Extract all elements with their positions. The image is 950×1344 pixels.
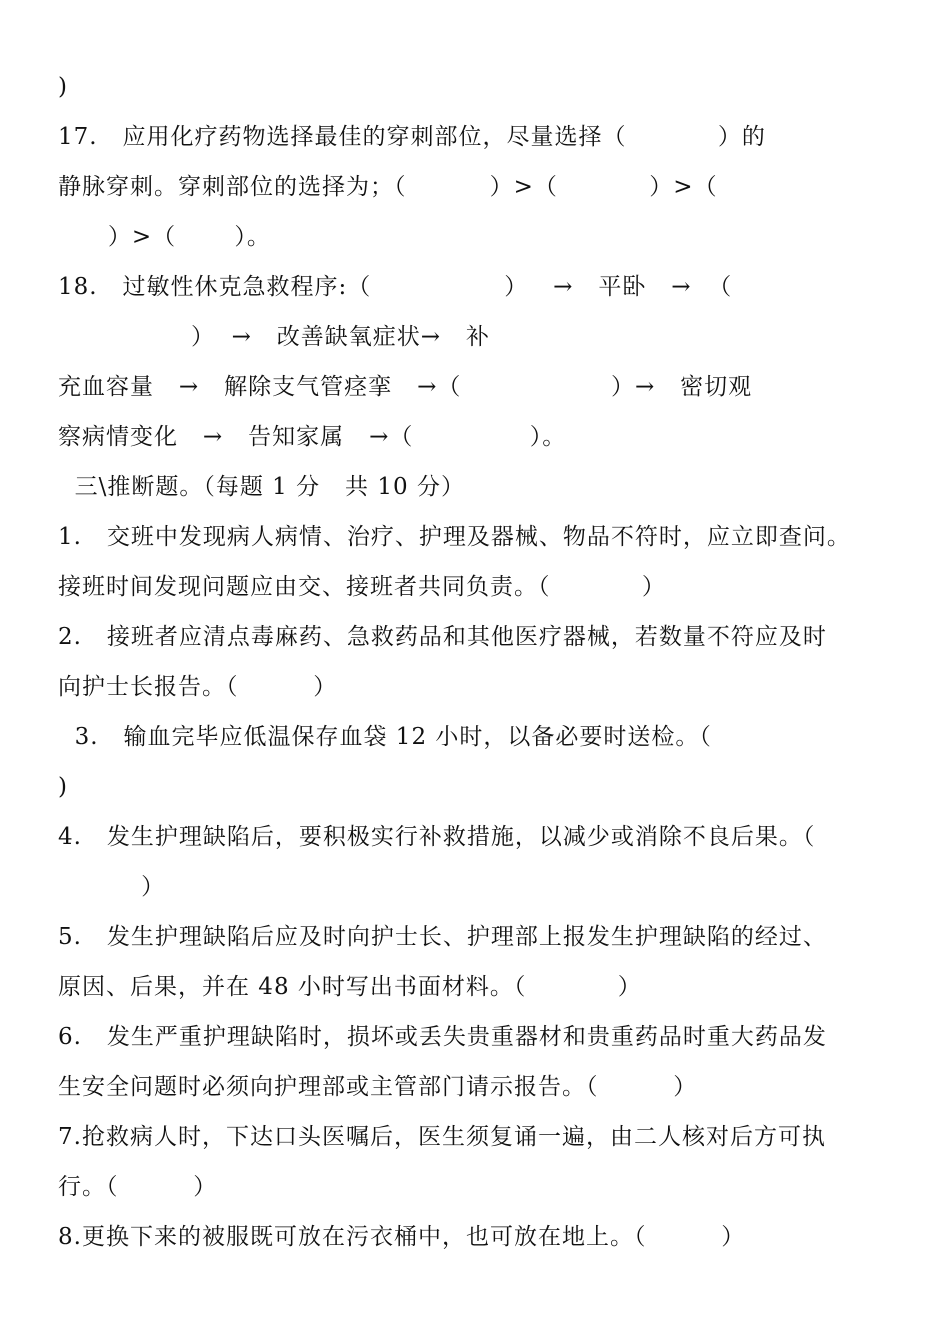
judgement-3-line-2: ) — [58, 774, 68, 800]
question-17-line-1: 17. 应用化疗药物选择最佳的穿刺部位，尽量选择（ ）的 — [58, 124, 766, 150]
judgement-6-line-2: 生安全问题时必须向护理部或主管部门请示报告。（ ） — [58, 1074, 698, 1100]
judgement-4-line-2: ） — [58, 874, 166, 900]
question-18-line-4: 察病情变化 → 告知家属 →（ ）。 — [58, 424, 567, 450]
question-17-line-2: 静脉穿刺。穿刺部位的选择为；（ ）>（ ）>（ — [58, 174, 718, 200]
section-heading: 三\推断题。（每题 1 分 共 10 分） — [58, 474, 465, 500]
judgement-3-line-1: 3. 输血完毕应低温保存血袋 12 小时，以备必要时送检。（ — [58, 724, 712, 750]
question-18-line-1: 18. 过敏性休克急救程序:（ ） → 平卧 → （ — [58, 274, 733, 300]
judgement-5-line-2: 原因、后果，并在 48 小时写出书面材料。（ ） — [58, 974, 642, 1000]
judgement-6-line-1: 6. 发生严重护理缺陷时，损坏或丢失贵重器材和贵重药品时重大药品发 — [58, 1024, 827, 1050]
judgement-7-line-2: 行。（ ） — [58, 1174, 218, 1200]
judgement-5-line-1: 5. 发生护理缺陷后应及时向护士长、护理部上报发生护理缺陷的经过、 — [58, 924, 827, 950]
judgement-2-line-1: 2. 接班者应清点毒麻药、急救药品和其他医疗器械，若数量不符应及时 — [58, 624, 827, 650]
judgement-1-line-1: 1. 交班中发现病人病情、治疗、护理及器械、物品不符时，应立即查问。 — [58, 524, 851, 550]
question-17-line-3: ）>（ ）。 — [58, 224, 271, 250]
judgement-7-line-1: 7.抢救病人时，下达口头医嘱后，医生须复诵一遍，由二人核对后方可执 — [58, 1124, 826, 1150]
question-18-line-3: 充血容量 → 解除支气管痉挛 →（ ）→ 密切观 — [58, 374, 753, 400]
judgement-8-line-1: 8.更换下来的被服既可放在污衣桶中，也可放在地上。（ ） — [58, 1224, 746, 1250]
judgement-2-line-2: 向护士长报告。（ ） — [58, 674, 338, 700]
text-line: ) — [58, 74, 68, 100]
question-18-line-2: ） → 改善缺氧症状→ 补 — [58, 324, 491, 350]
judgement-4-line-1: 4. 发生护理缺陷后，要积极实行补救措施，以减少或消除不良后果。（ — [58, 824, 816, 850]
judgement-1-line-2: 接班时间发现问题应由交、接班者共同负责。（ ） — [58, 574, 666, 600]
